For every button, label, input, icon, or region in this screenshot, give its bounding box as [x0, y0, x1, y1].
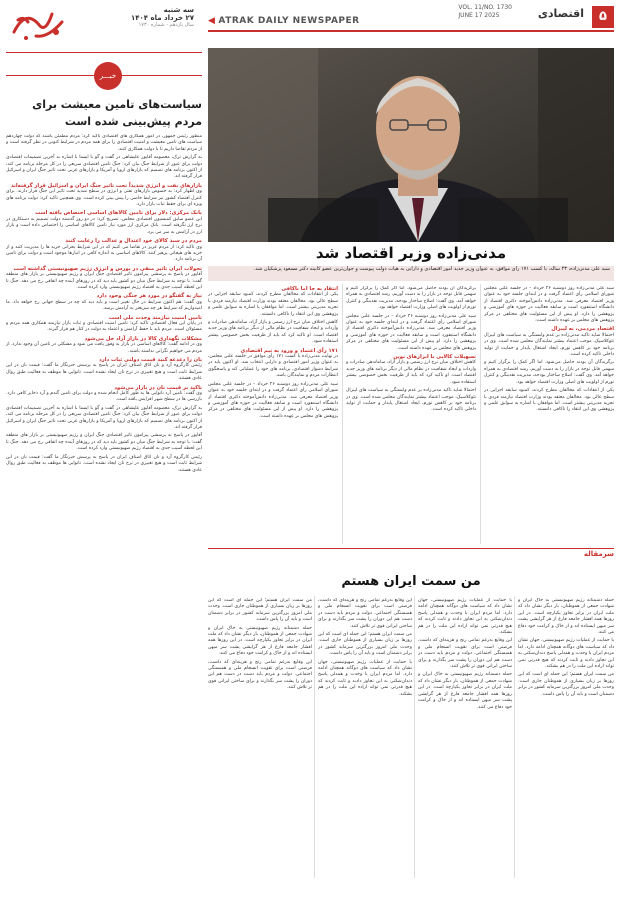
volume-number: VOL. 11/NO. 1730 [458, 4, 512, 11]
news-subhead: تامین امنیت نیازمند وحدت ملی است [108, 314, 202, 321]
issue-info: سال یازدهم - شماره ۱۷۳۰ [138, 22, 194, 28]
minister-photo [208, 48, 614, 242]
newspaper-logo [6, 2, 70, 44]
article-paragraph: کاهش اختلاف میان نرخ ارز رسمی و بازار آزاد، ساماندهی صادرات و واردات و ایجاد شفافیت در نظام مالی از دیگر برنامه های وزیر جدید اقتصاد است. او تاکید کرد که باید از ظرفیت بخش خصوصی بیشتر استفاده شود. [208, 320, 338, 345]
portrait-image-icon [208, 48, 614, 242]
paper-name [208, 16, 360, 26]
page-header [0, 0, 620, 48]
article-column-right [484, 286, 614, 544]
article-column-left [208, 286, 338, 544]
article-subhead: ۱۷۱ رأی اعتماد و ورود به تیم اقتصادی [240, 347, 338, 354]
editorial-paragraph: این وقایع به‌رغم تمامی رنج و هزینه‌ای که داشت، فرصتی است برای تقویت انسجام ملی و همبستگی اجتماعی. دولت و مردم باید دست در دست هم این دوران را پشت سر بگذارند و برای ساختن ایرانی قوی تر تلاش کنند. [208, 659, 312, 691]
article-paragraph-continued: برگزیدگان آن بودند حاصل می‌شود. اما اگر کمک را برگزار کنیم و سهمی قابل توجه در بازار را به دست آوریم، رشد اقتصادی به همراه خواهد آمد. وی گفت: اصلاح ساختار بودجه، مدیریت نقدینگی و کنترل تورم از اولویت های اصلی وزارت اقتصاد خواهد بود. [484, 360, 614, 385]
news-paragraph: وی اظهار کرد: به خصوص بازارهای نفتی و انرژی در سطح شدید تحت تاثیر این جنگ قرار دارند. برای کنترل اقتصاد کشور نیز شرایط خاصی را پیش بینی کرده است. وی همچنین تاکید کرد: دولت برنامه های ویژه ای برای حفظ ثبات بازار دارد. [6, 189, 202, 208]
article-paragraph: احتمالا شاید تاکید مدنی‌زاده بر عدم وابستگی به سیاست های لیبرال نئوکلاسیک، موجب اعتماد بیشتر نمایندگان مجلس شده است. وی در برنامه خود بر کاهش تورم، ایجاد اشتغال پایدار و حمایت از تولید داخلی تاکید کرده است. [484, 332, 614, 358]
news-subhead: تاکید بر قیمت نان در بازار می‌شود [114, 384, 202, 391]
news-paragraph: رئیس کارگروه آرد و نان اتاق اصناف ایران در پاسخ به پرسش خبرنگار ما گفت: قیمت نان در این شرایط ثابت است و هیچ تغییری در نرخ نان ایجاد نشده است. نانوایی ها موظف به فعالیت طبق روال عادی هستند. [6, 363, 202, 382]
editorial-title: من سمت ایران هستم [341, 574, 481, 589]
editorial-column-1 [518, 598, 614, 878]
news-paragraph: وی گفت: تامین آرد نانوایی ها به طور کامل انجام شده و دولت برای تامین گندم و آرد ذخایر کافی دارد. بازرسی ها در سطح شهر افزایش یافته است. [6, 391, 202, 403]
news-intro: منظور رئیس جمهور، در امور همکاری های اقتصادی تاکید کرد: مردم مطمئن باشند که دولت چهاردهم سیاست های تامین معیشت و امنیت اقتصادی را برای همه مردم در شرایط کنونی در نظر گرفته است و از مردم تقاضا داریم تا با دولت همکاری کنند. [6, 134, 202, 152]
news-paragraph: به گزارش ترک، معصومه آقاپور علیشاهی در گفت و گو با ایسنا با اشاره به آخرین تصمیمات اقتصادی دولت برای عبور از شرایط جنگ بیان کرد: جنگ تامین اقتصادی سریعی را در کل مرحله برنامه می کند، از اکنون برنامه های تصمیم که بازارهای اروپا و آمریکا و بازارهای غربی تحت تاثیر جنگ ایران و اسرائیل قرار گرفته اند. [6, 155, 202, 180]
article-column-middle [346, 286, 476, 544]
news-paragraph: وی در ادامه گفت: کالاهای اساسی در بازار به وفور یافت می شود و مشکلی در تامین آن وجود ندارد. از مردم می خواهیم نگرانی نداشته باشند. [6, 342, 202, 354]
logo-calligraphy-icon [6, 2, 70, 44]
article-paragraph: در نهایت مدنی‌زاده با کسب ۱۷۱ رأی موافق در جلسه علنی مجلس، به عنوان وزیر امور اقتصادی و دارایی انتخاب شد. او اکنون باید در شرایط دشوار اقتصادی، برنامه های خود را عملیاتی کند و پاسخگوی انتظارات مردم و نمایندگان باشد. [208, 354, 338, 379]
news-paragraph-continued: آقاپور در پاسخ به پرسشی پیرامون تاثیر اقتصادی جنگ ایران و رژیم صهیونیستی بر بازار های منطقه گفت: با توجه به شرایط جنگ میان دو کشور باید دید که در روزهای آینده چه اتفاقی رخ می دهد. جنگ تا این لحظه آسیب جدی به اقتصاد رژیم صهیونیستی وارد کرده است. [6, 433, 202, 452]
news-paragraph: آقاپور در پاسخ به پرسشی پیرامون تاثیر اقتصادی جنگ ایران و رژیم صهیونیستی بر بازار های منطقه گفت: با توجه به شرایط جنگ میان دو کشور باید دید که در روزهای آینده چه اتفاقی رخ می دهد. جنگ تا این لحظه آسیب جدی به اقتصاد رژیم صهیونیستی وارد کرده است. [6, 272, 202, 290]
news-paragraph-continued: به گزارش ترک، معصومه آقاپور علیشاهی در گفت و گو با ایسنا با اشاره به آخرین تصمیمات اقتصادی دولت برای عبور از شرایط جنگ بیان کرد: جنگ تامین اقتصادی سریعی را در کل مرحله برنامه می کند، از اکنون برنامه های تصمیم که بازارهای اروپا و آمریکا و بازارهای غربی تحت تاثیر جنگ ایران و اسرائیل قرار گرفته اند. [6, 405, 202, 431]
column-divider [514, 596, 515, 878]
editorial-paragraph: با حمایت از عملیات رژیم صهیونیستی، جهان نشان داد که سیاست های دوگانه همچنان ادامه دارد. اما مردم ایران با وحدت و همدلی پاسخ دندان‌شکنی به این تجاوز دادند و ثابت کردند که هیچ قدرتی نمی تواند اراده این ملت را در هم بشکند. [418, 598, 512, 636]
editorial-column-2 [418, 598, 512, 878]
news-body [6, 134, 202, 924]
editorial-label: سرمقاله [583, 550, 614, 558]
article-paragraph: سید علی مدنی‌زاده روز دوشنبه ۲۶ خرداد – در جلسه علنی مجلس شورای اسلامی رأی اعتماد گرفت و در ابتدای جلسه خود به عنوان وزیر اقتصاد معرفی شد. مدنی‌زاده دانش‌آموخته دکتری اقتصاد از دانشگاه استنفورد است و سابقه فعالیت در حوزه های آموزشی و پژوهشی را دارد. او پیش از این مسئولیت های مختلفی در مرکز پژوهش های مجلس بر عهده داشته است. [346, 313, 476, 351]
article-paragraph: سید علی مدنی‌زاده روز دوشنبه ۲۶ خرداد – در جلسه علنی مجلس شورای اسلامی رأی اعتماد گرفت و در ابتدای جلسه خود به عنوان وزیر اقتصاد معرفی شد. مدنی‌زاده دانش‌آموخته دکتری اقتصاد از دانشگاه استنفورد است و سابقه فعالیت در حوزه های آموزشی و پژوهشی را دارد. او پیش از این مسئولیت های مختلفی در مرکز پژوهش های مجلس بر عهده داشته است. [484, 286, 614, 324]
news-paragraph: وی تاکید کرد: از مردم عزیز در تقاضا می کنیم که در این شرایط بحرانی خرید ها را مدیریت کنند و از خرید های هیجانی پرهیز کنند. کالاهای اساسی به اندازه کافی در انبارها موجود است و دولت برای تامین آن برنامه دارد. [6, 244, 202, 263]
page-number: ۵ [592, 6, 614, 28]
editorial-paragraph: من سمت ایران هستم؛ این جمله ای است که این روزها بر زبان بسیاری از هموطنان جاری است. وحدت ملی امروز بزرگترین سرمایه کشور در برابر دشمنان است و باید آن را پاس داشت. [208, 598, 312, 623]
editorial-paragraph: حمله دشمنانه رژیم صهیونیستی به خاک ایران و شهادت جمعی از هموطنان، بار دیگر نشان داد که ملت ایران در برابر تجاوز یکپارچه است. در این روزها همه اقشار جامعه فارغ از هر گرایشی پشت سر میهن ایستاده اند و از خاک و کرامت خود دفاع می کنند. [518, 598, 614, 636]
column-divider [414, 596, 415, 878]
date-main: ۲۷ خرداد ماه ۱۴۰۴ [130, 14, 194, 22]
column-divider [480, 284, 481, 544]
news-paragraph: در پایان این فعال اقتصادی تاکید کرد: تامین امنیت اقتصادی و ثبات بازار نیازمند همکاری همه مردم و مسئولان است. مردم باید با حفظ آرامش و اعتماد به دولت در کنار هم قرار گیرند. [6, 320, 202, 333]
news-paragraph-continued: رئیس کارگروه آرد و نان اتاق اصناف ایران در پاسخ به پرسش خبرنگار ما گفت: قیمت نان در این شرایط ثابت است و هیچ تغییری در نرخ نان ایجاد نشده است. نانوایی ها موظف به فعالیت طبق روال عادی هستند. [6, 454, 202, 473]
column-top-rule [6, 52, 202, 53]
main-headline: مدنی‌زاده وزیر اقتصاد شد [315, 244, 507, 262]
volume-info [458, 4, 512, 20]
article-subhead: تسهیلات کالایی با ابزارهای نوین [393, 354, 476, 361]
editorial-paragraph: من سمت ایران هستم؛ این جمله ای است که این روزها بر زبان بسیاری از هموطنان جاری است. وحدت ملی امروز بزرگترین سرمایه کشور در برابر دشمنان است و باید آن را پاس داشت. [318, 632, 412, 657]
news-subhead: نیاز به گفتگو در مورد هر جنگی وجود دارد [96, 293, 202, 300]
editorial-column-3 [318, 598, 412, 878]
editorial-paragraph: حمله دشمنانه رژیم صهیونیستی به خاک ایران و شهادت جمعی از هموطنان، بار دیگر نشان داد که ملت ایران در برابر تجاوز یکپارچه است. در این روزها همه اقشار جامعه فارغ از هر گرایشی پشت سر میهن ایستاده اند و از خاک و کرامت خود دفاع می کنند. [208, 625, 312, 657]
section-name: اقتصادی [537, 7, 584, 20]
paper-name-text: ATRAK DAILY NEWSPAPER [218, 16, 360, 26]
volume-date: JUNE 17 2025 [458, 12, 500, 19]
editorial-paragraph: من سمت ایران هستم؛ این جمله ای است که این روزها بر زبان بسیاری از هموطنان جاری است. وحدت ملی امروز بزرگترین سرمایه کشور در برابر دشمنان است و باید آن را پاس داشت. [518, 672, 614, 697]
news-headline: سیاست‌های تامین معیشت برای مردم پیش‌بینی شده است [32, 98, 202, 128]
article-paragraph-continued: سید علی مدنی‌زاده روز دوشنبه ۲۶ خرداد – در جلسه علنی مجلس شورای اسلامی رأی اعتماد گرفت و در ابتدای جلسه خود به عنوان وزیر اقتصاد معرفی شد. مدنی‌زاده دانش‌آموخته دکتری اقتصاد از دانشگاه استنفورد است و سابقه فعالیت در حوزه های آموزشی و پژوهشی را دارد. او پیش از این مسئولیت های مختلفی در مرکز پژوهش های مجلس بر عهده داشته است. [208, 381, 338, 419]
photo-caption: سید علی مدنی‌زاده، ۴۳ ساله، با کسب ۱۷۱ رأی موافق، به عنوان وزیر جدید امور اقتصادی و دارایی به هیأت دولت پیوست و جوان‌ترین عضو کابینه دکتر مسعود پزشکیان شد. [208, 266, 614, 281]
editorial-header [208, 548, 614, 561]
article-paragraph: کاهش اختلاف میان نرخ ارز رسمی و بازار آزاد، ساماندهی صادرات و واردات و ایجاد شفافیت در نظام مالی از دیگر برنامه های وزیر جدید اقتصاد است. او تاکید کرد که باید از ظرفیت بخش خصوصی بیشتر استفاده شود. [346, 360, 476, 385]
column-divider [314, 596, 315, 878]
editorial-paragraph: با حمایت از عملیات رژیم صهیونیستی، جهان نشان داد که سیاست های دوگانه همچنان ادامه دارد. اما مردم ایران با وحدت و همدلی پاسخ دندان‌شکنی به این تجاوز دادند و ثابت کردند که هیچ قدرتی نمی تواند اراده این ملت را در هم بشکند. [518, 638, 614, 670]
news-paragraph: وی گفت: هم اکنون شرایط در حال تغییر است و باید دید که چه در سطح جهانی رخ خواهد داد. ما امیدواریم که شرایط هر چه سریعتر به آرامش برسد. [6, 299, 202, 312]
news-subhead: تحولات ایران تاثیر منفی در بورس و انرژی رژیم صهیونیستی گذاشته است [13, 265, 202, 272]
news-badge: خبـــر [94, 62, 122, 90]
article-paragraph-continued: یکی از انتقادات که مخالفان مطرح کردند، کمبود سابقه اجرایی در سطح عالی بود. مخالفان معتقد بودند وزارت اقتصاد نیازمند فردی با تجربه مدیریتی بیشتر است. اما موافقان با اشاره به سوابق علمی و پژوهشی وی این انتقاد را ناکافی دانستند. [484, 388, 614, 413]
article-subhead: انتقاد به جا اما ناکافی [281, 286, 338, 292]
news-paragraph: این عضو سابق کمیسیون اقتصادی مجلس، تصریح کرد: در دو روز گذشته دولت تصمیم به دستکاری در نرخ ارز نگرفته است. بانک مرکزی ارز مورد نیاز تامین کالاهای اساسی را اختصاص داده است و بازار ارز در آرامش به سر می برد. [6, 216, 202, 235]
news-subhead: بانک مرکزی: دلار برای تامین کالاهای اساسی اختصاص یافته است [35, 210, 202, 217]
editorial-paragraph: حمله دشمنانه رژیم صهیونیستی به خاک ایران و شهادت جمعی از هموطنان، بار دیگر نشان داد که ملت ایران در برابر تجاوز یکپارچه است. در این روزها همه اقشار جامعه فارغ از هر گرایشی پشت سر میهن ایستاده اند و از خاک و کرامت خود دفاع می کنند. [418, 672, 512, 710]
article-paragraph: یکی از انتقادات که مخالفان مطرح کردند، کمبود سابقه اجرایی در سطح عالی بود. مخالفان معتقد بودند وزارت اقتصاد نیازمند فردی با تجربه مدیریتی بیشتر است. اما موافقان با اشاره به سوابق علمی و پژوهشی وی این انتقاد را ناکافی دانستند. [208, 292, 338, 317]
news-column [6, 52, 202, 878]
editorial-paragraph: این وقایع به‌رغم تمامی رنج و هزینه‌ای که داشت، فرصتی است برای تقویت انسجام ملی و همبستگی اجتماعی. دولت و مردم باید دست در دست هم این دوران را پشت سر بگذارند و برای ساختن ایرانی قوی تر تلاش کنند. [418, 638, 512, 670]
news-subhead: نان را دغدغه کنید قیمت دولتی ثبات دارد [99, 357, 202, 363]
news-subhead: مشکلات نگهداری کالا در بازار آزاد حل می‌شود [84, 335, 202, 342]
editorial-paragraph: با حمایت از عملیات رژیم صهیونیستی، جهان نشان داد که سیاست های دوگانه همچنان ادامه دارد. اما مردم ایران با وحدت و همدلی پاسخ دندان‌شکنی به این تجاوز دادند و ثابت کردند که هیچ قدرتی نمی تواند اراده این ملت را در هم بشکند. [318, 659, 412, 697]
column-divider [342, 284, 343, 544]
dateline [76, 6, 194, 28]
news-subhead: بازارهای نفت و انرژی شدیداً تحت تاثیر جنگ ایران و اسرائیل قرار گرفته‌اند [10, 182, 202, 189]
article-paragraph: برگزیدگان آن بودند حاصل می‌شود. اما اگر کمک را برگزار کنیم و سهمی قابل توجه در بازار را به دست آوریم، رشد اقتصادی به همراه خواهد آمد. وی گفت: اصلاح ساختار بودجه، مدیریت نقدینگی و کنترل تورم از اولویت های اصلی وزارت اقتصاد خواهد بود. [346, 286, 476, 311]
editorial-column-4 [208, 598, 312, 878]
editorial-paragraph: این وقایع به‌رغم تمامی رنج و هزینه‌ای که داشت، فرصتی است برای تقویت انسجام ملی و همبستگی اجتماعی. دولت و مردم باید دست در دست هم این دوران را پشت سر بگذارند و برای ساختن ایرانی قوی تر تلاش کنند. [318, 598, 412, 629]
news-subhead: مردم در سبد کالای خود اعتدال و عدالت را رعایت کنند [65, 238, 202, 245]
triangle-icon: ◀ [208, 16, 216, 26]
article-paragraph-continued: احتمالا شاید تاکید مدنی‌زاده بر عدم وابستگی به سیاست های لیبرال نئوکلاسیک، موجب اعتماد بیشتر نمایندگان مجلس شده است. وی در برنامه خود بر کاهش تورم، ایجاد اشتغال پایدار و حمایت از تولید داخلی تاکید کرده است. [346, 388, 476, 413]
header-rule [208, 30, 614, 32]
date-weekday: سه شنبه [163, 6, 194, 14]
article-subhead: اقتصاد مردمی، نه لیبرال [551, 326, 614, 333]
